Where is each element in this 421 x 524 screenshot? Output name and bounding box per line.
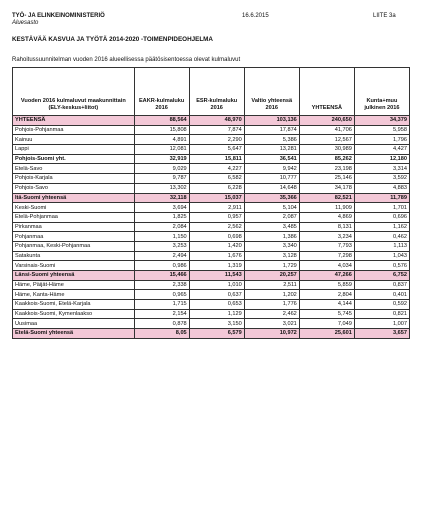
region-name-cell: Pirkanmaa <box>13 222 135 232</box>
value-cell: 1,319 <box>189 261 244 271</box>
value-cell: 5,647 <box>189 145 244 155</box>
value-cell: 5,745 <box>299 309 354 319</box>
value-cell: 3,021 <box>244 319 299 329</box>
value-cell: 10,972 <box>244 329 299 339</box>
table-row <box>13 193 410 203</box>
table-row <box>13 271 410 281</box>
value-cell: 6,579 <box>189 329 244 339</box>
region-name-cell: Pohjois-Pohjanmaa <box>13 125 135 135</box>
value-cell: 6,582 <box>189 174 244 184</box>
value-cell: 85,262 <box>299 154 354 164</box>
value-cell: 5,859 <box>299 280 354 290</box>
value-cell: 0,462 <box>354 232 409 242</box>
allocation-table <box>12 67 410 339</box>
value-cell: 0,696 <box>354 212 409 222</box>
region-name-cell: Kaakkois-Suomi, Etelä-Karjala <box>13 300 135 310</box>
table-row <box>13 251 410 261</box>
table-row <box>13 290 410 300</box>
value-cell: 6,752 <box>354 271 409 281</box>
value-cell: 1,715 <box>134 300 189 310</box>
region-name-cell: Pohjois-Savo <box>13 183 135 193</box>
value-cell: 15,808 <box>134 125 189 135</box>
region-name-cell: Satakunta <box>13 251 135 261</box>
region-name-cell: Pohjois-Karjala <box>13 174 135 184</box>
table-row <box>13 329 410 339</box>
value-cell: 2,462 <box>244 309 299 319</box>
value-cell: 2,338 <box>134 280 189 290</box>
value-cell: 240,650 <box>299 116 354 126</box>
region-name-cell: Häme, Päijät-Häme <box>13 280 135 290</box>
region-name-cell: Kaakkois-Suomi, Kymenlaakso <box>13 309 135 319</box>
value-cell: 48,970 <box>189 116 244 126</box>
value-cell: 1,113 <box>354 241 409 251</box>
value-cell: 1,202 <box>244 290 299 300</box>
table-row <box>13 183 410 193</box>
column-header: Valtio yhteensä 2016 <box>244 68 299 116</box>
value-cell: 3,314 <box>354 164 409 174</box>
table-row <box>13 174 410 184</box>
value-cell: 7,049 <box>299 319 354 329</box>
region-name-cell: Länsi-Suomi yhteensä <box>13 271 135 281</box>
value-cell: 3,657 <box>354 329 409 339</box>
value-cell: 1,007 <box>354 319 409 329</box>
table-row <box>13 212 410 222</box>
value-cell: 2,154 <box>134 309 189 319</box>
value-cell: 3,253 <box>134 241 189 251</box>
value-cell: 0,837 <box>354 280 409 290</box>
region-name-cell: Varsinais-Suomi <box>13 261 135 271</box>
table-row <box>13 164 410 174</box>
table-row <box>13 222 410 232</box>
value-cell: 47,266 <box>299 271 354 281</box>
value-cell: 5,386 <box>244 135 299 145</box>
value-cell: 10,777 <box>244 174 299 184</box>
value-cell: 11,543 <box>189 271 244 281</box>
value-cell: 0,653 <box>189 300 244 310</box>
document-subtitle: Rahoitussuunnitelman vuoden 2016 alueellisessa päätösisentoessa olevat kulmaluvut <box>12 57 241 63</box>
region-name-cell: Pohjanmaa <box>13 232 135 242</box>
value-cell: 0,821 <box>354 309 409 319</box>
value-cell: 36,541 <box>244 154 299 164</box>
value-cell: 1,796 <box>354 135 409 145</box>
value-cell: 1,825 <box>134 212 189 222</box>
value-cell: 15,811 <box>189 154 244 164</box>
value-cell: 9,942 <box>244 164 299 174</box>
table-row <box>13 300 410 310</box>
column-header: ESR-kulmaluku 2016 <box>189 68 244 116</box>
value-cell: 17,874 <box>244 125 299 135</box>
value-cell: 3,694 <box>134 203 189 213</box>
value-cell: 4,427 <box>354 145 409 155</box>
value-cell: 1,701 <box>354 203 409 213</box>
value-cell: 3,485 <box>244 222 299 232</box>
value-cell: 12,180 <box>354 154 409 164</box>
region-name-cell: Etelä-Pohjanmaa <box>13 212 135 222</box>
value-cell: 103,136 <box>244 116 299 126</box>
region-name-cell: YHTEENSÄ <box>13 116 135 126</box>
value-cell: 15,037 <box>189 193 244 203</box>
value-cell: 8,131 <box>299 222 354 232</box>
region-name-cell: Kainuu <box>13 135 135 145</box>
value-cell: 1,676 <box>189 251 244 261</box>
table-row <box>13 261 410 271</box>
value-cell: 4,034 <box>299 261 354 271</box>
value-cell: 14,648 <box>244 183 299 193</box>
value-cell: 15,466 <box>134 271 189 281</box>
value-cell: 13,302 <box>134 183 189 193</box>
region-name-cell: Pohjanmaa, Keski-Pohjanmaa <box>13 241 135 251</box>
organization-name: TYÖ- JA ELINKEINOMINISTERIÖ <box>12 13 105 19</box>
column-header: YHTEENSÄ <box>299 68 354 116</box>
value-cell: 0,878 <box>134 319 189 329</box>
value-cell: 25,601 <box>299 329 354 339</box>
table-row <box>13 154 410 164</box>
value-cell: 1,162 <box>354 222 409 232</box>
table-row <box>13 116 410 126</box>
value-cell: 2,087 <box>244 212 299 222</box>
value-cell: 8,05 <box>134 329 189 339</box>
value-cell: 0,592 <box>354 300 409 310</box>
value-cell: 2,084 <box>134 222 189 232</box>
value-cell: 13,281 <box>244 145 299 155</box>
value-cell: 1,420 <box>189 241 244 251</box>
value-cell: 35,366 <box>244 193 299 203</box>
value-cell: 1,729 <box>244 261 299 271</box>
value-cell: 4,227 <box>189 164 244 174</box>
table-row <box>13 280 410 290</box>
table-row <box>13 145 410 155</box>
region-name-cell: Häme, Kanta-Häme <box>13 290 135 300</box>
region-name-cell: Etelä-Suomi yhteensä <box>13 329 135 339</box>
value-cell: 1,776 <box>244 300 299 310</box>
value-cell: 0,637 <box>189 290 244 300</box>
value-cell: 41,706 <box>299 125 354 135</box>
value-cell: 0,957 <box>189 212 244 222</box>
value-cell: 3,340 <box>244 241 299 251</box>
value-cell: 34,178 <box>299 183 354 193</box>
value-cell: 4,891 <box>134 135 189 145</box>
value-cell: 11,909 <box>299 203 354 213</box>
column-header: Kunta+muu julkinen 2016 <box>354 68 409 116</box>
value-cell: 1,129 <box>189 309 244 319</box>
column-header: EAKR-kulmaluku 2016 <box>134 68 189 116</box>
value-cell: 7,874 <box>189 125 244 135</box>
value-cell: 2,290 <box>189 135 244 145</box>
value-cell: 3,128 <box>244 251 299 261</box>
value-cell: 5,958 <box>354 125 409 135</box>
value-cell: 4,883 <box>354 183 409 193</box>
value-cell: 7,793 <box>299 241 354 251</box>
table-body <box>13 116 410 339</box>
value-cell: 20,257 <box>244 271 299 281</box>
table-header-row <box>13 68 410 116</box>
table-row <box>13 125 410 135</box>
value-cell: 9,787 <box>134 174 189 184</box>
table-row <box>13 309 410 319</box>
value-cell: 1,386 <box>244 232 299 242</box>
attachment-label: LIITE 3a <box>373 13 396 19</box>
value-cell: 4,869 <box>299 212 354 222</box>
value-cell: 2,511 <box>244 280 299 290</box>
value-cell: 0,986 <box>134 261 189 271</box>
table-row <box>13 135 410 145</box>
value-cell: 0,576 <box>354 261 409 271</box>
value-cell: 3,150 <box>189 319 244 329</box>
value-cell: 2,911 <box>189 203 244 213</box>
document-title: KESTÄVÄÄ KASVUA JA TYÖTÄ 2014-2020 -TOIMENPIDEOHJELMA <box>12 36 213 43</box>
value-cell: 0,965 <box>134 290 189 300</box>
table-row <box>13 241 410 251</box>
value-cell: 12,081 <box>134 145 189 155</box>
value-cell: 4,144 <box>299 300 354 310</box>
value-cell: 2,494 <box>134 251 189 261</box>
value-cell: 9,029 <box>134 164 189 174</box>
column-header: Vuoden 2016 kulmaluvut maakunnittain (ELY-keskus+liitot) <box>13 68 135 116</box>
value-cell: 0,698 <box>189 232 244 242</box>
region-name-cell: Keski-Suomi <box>13 203 135 213</box>
value-cell: 32,919 <box>134 154 189 164</box>
department-name: Aluesasto <box>12 20 39 26</box>
value-cell: 82,521 <box>299 193 354 203</box>
value-cell: 32,118 <box>134 193 189 203</box>
region-name-cell: Uusimaa <box>13 319 135 329</box>
value-cell: 6,228 <box>189 183 244 193</box>
table-row <box>13 203 410 213</box>
document-date: 16.6.2015 <box>242 13 269 19</box>
value-cell: 30,989 <box>299 145 354 155</box>
table-row <box>13 319 410 329</box>
value-cell: 1,010 <box>189 280 244 290</box>
region-name-cell: Itä-Suomi yhteensä <box>13 193 135 203</box>
region-name-cell: Pohjois-Suomi yht. <box>13 154 135 164</box>
value-cell: 3,592 <box>354 174 409 184</box>
value-cell: 34,379 <box>354 116 409 126</box>
value-cell: 1,043 <box>354 251 409 261</box>
value-cell: 0,401 <box>354 290 409 300</box>
value-cell: 2,562 <box>189 222 244 232</box>
value-cell: 5,104 <box>244 203 299 213</box>
value-cell: 23,198 <box>299 164 354 174</box>
value-cell: 88,564 <box>134 116 189 126</box>
value-cell: 7,298 <box>299 251 354 261</box>
region-name-cell: Lappi <box>13 145 135 155</box>
value-cell: 25,146 <box>299 174 354 184</box>
value-cell: 3,234 <box>299 232 354 242</box>
region-name-cell: Etelä-Savo <box>13 164 135 174</box>
value-cell: 1,150 <box>134 232 189 242</box>
value-cell: 2,804 <box>299 290 354 300</box>
value-cell: 12,567 <box>299 135 354 145</box>
value-cell: 11,789 <box>354 193 409 203</box>
table-row <box>13 232 410 242</box>
